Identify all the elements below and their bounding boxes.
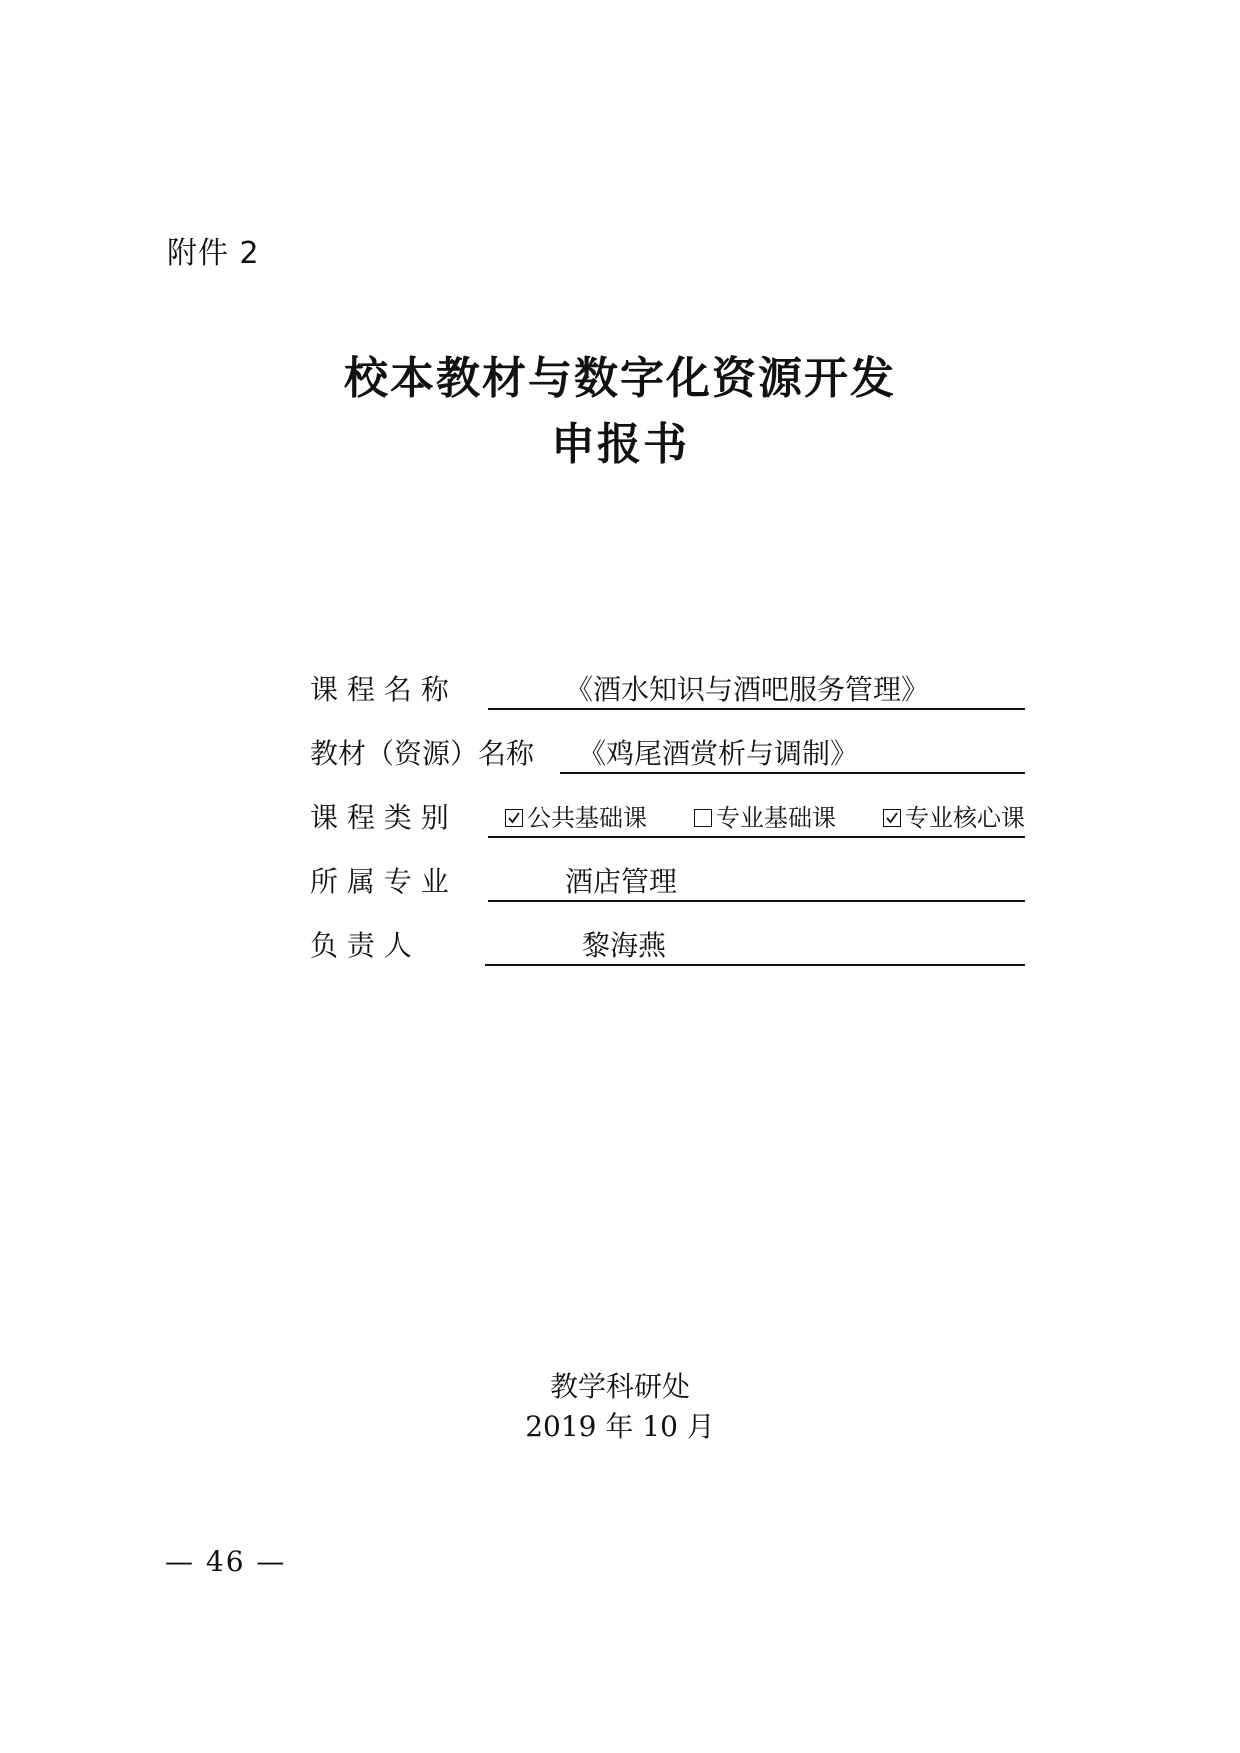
- major-value: 酒店管理: [565, 865, 678, 898]
- person-in-charge-label: 负 责 人: [310, 929, 412, 962]
- course-type-label: 课 程 类 别: [310, 801, 449, 834]
- option-label: 专业核心课: [905, 804, 1025, 832]
- option-major-core[interactable]: [883, 800, 1025, 836]
- option-major-basic[interactable]: [694, 800, 836, 836]
- major-label: 所 属 专 业: [310, 865, 449, 898]
- material-name-row: [310, 734, 1025, 798]
- option-public-basic[interactable]: [505, 800, 647, 836]
- course-type-row: [310, 798, 1025, 862]
- checkbox-unchecked-icon[interactable]: [694, 809, 712, 827]
- person-in-charge-row: [310, 926, 1025, 990]
- checkbox-checked-icon[interactable]: [883, 809, 901, 827]
- option-label: 专业基础课: [716, 804, 836, 832]
- issue-date: 2019 年 10 月: [525, 1410, 715, 1443]
- application-form: [310, 670, 1025, 990]
- material-name-label: 教材（资源）名称: [310, 737, 535, 770]
- person-in-charge-value: 黎海燕: [582, 929, 667, 962]
- document-subtitle: 申报书: [551, 419, 689, 470]
- issuing-office: 教学科研处: [549, 1370, 690, 1403]
- attachment-label: 附件 2: [167, 236, 260, 271]
- course-name-row: [310, 670, 1025, 734]
- option-label: 公共基础课: [527, 804, 647, 832]
- person-in-charge-underline: [485, 964, 1025, 966]
- course-name-value: 《酒水知识与酒吧服务管理》: [565, 673, 930, 706]
- document-title: 校本教材与数字化资源开发: [344, 353, 896, 404]
- course-name-label: 课 程 名 称: [310, 673, 449, 706]
- course-type-options: [505, 800, 1025, 836]
- material-name-value: 《鸡尾酒赏析与调制》: [578, 737, 859, 770]
- course-type-underline: [488, 836, 1025, 838]
- checkbox-checked-icon[interactable]: [505, 809, 523, 827]
- page-number: — 46 —: [165, 1545, 287, 1578]
- major-row: [310, 862, 1025, 926]
